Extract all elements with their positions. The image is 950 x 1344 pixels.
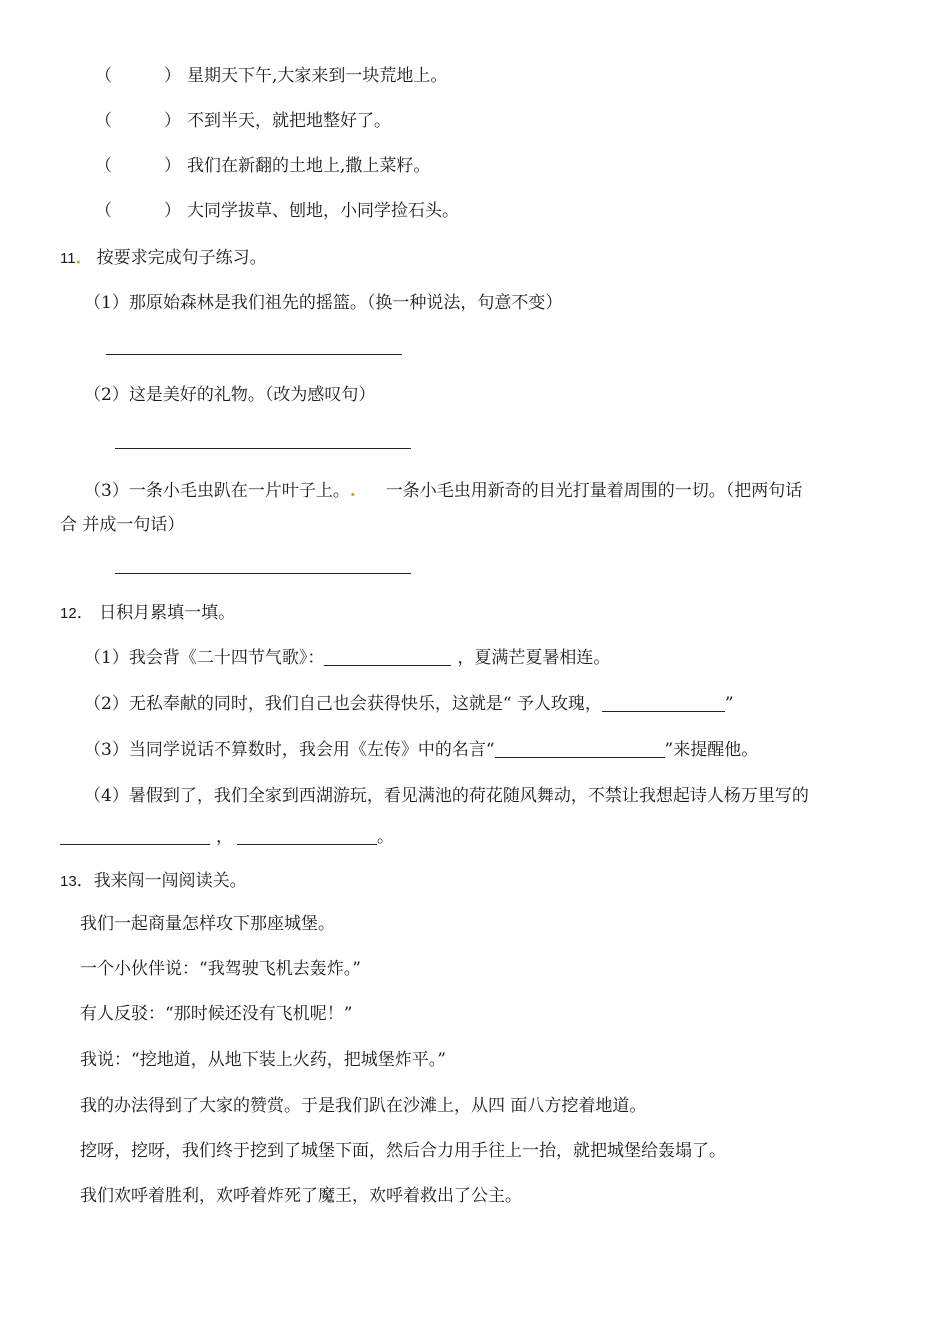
ordering-text: 不到半天，就把地整好了。 — [187, 111, 391, 131]
q11-heading: 11． 按要求完成句子练习。 — [60, 248, 267, 268]
yellow-dot: . — [349, 481, 356, 501]
question-number: 11 — [60, 250, 76, 267]
reading-paragraph: 有人反驳：“那时候还没有飞机呢！” — [80, 1004, 353, 1024]
q11-sentence-3: （3）一条小毛虫趴在一片叶子上。. 一条小毛虫用新奇的目光打量着周围的一切。（把两句话 — [84, 481, 803, 501]
ordering-item-2 — [95, 109, 391, 133]
q11-sentence-2: （2）这是美好的礼物。（改为感叹句） — [84, 385, 376, 405]
q12-line-2: （2）无私奉献的同时，我们自己也会获得快乐，这就是“ 予人玫瑰， ” — [84, 694, 734, 714]
q12-heading — [60, 601, 235, 626]
fill-blank[interactable] — [324, 647, 451, 666]
ordering-item-3 — [95, 154, 430, 178]
fill-blank[interactable] — [237, 826, 377, 845]
reading-paragraph: 挖呀，挖呀，我们终于挖到了城堡下面，然后合力用手往上一抬，就把城堡给轰塌了。 — [80, 1141, 726, 1161]
ordering-text: 大同学拔草、刨地，小同学捡石头。 — [187, 201, 459, 221]
question-title: ． 日积月累填一填。 — [76, 603, 236, 623]
reading-paragraph: 我们欢呼着胜利，欢呼着炸死了魔王，欢呼着救出了公主。 — [80, 1186, 522, 1206]
reading-paragraph: 我说：“挖地道，从地下装上火药，把城堡炸平。” — [80, 1050, 446, 1070]
question-number: 13 — [60, 873, 77, 890]
ordering-item-1 — [95, 64, 447, 88]
ordering-text: 星期天下午,大家来到一块荒地上。 — [187, 66, 448, 86]
answer-paren[interactable]: （ ） — [95, 66, 181, 86]
reading-paragraph: 我们一起商量怎样攻下那座城堡。 — [80, 914, 335, 934]
answer-paren[interactable]: （ ） — [95, 201, 181, 221]
q12-line-4: （4）暑假到了，我们全家到西湖游玩，看见满池的荷花随风舞动，不禁让我想起诗人杨万里写的 — [84, 786, 809, 806]
fill-blank[interactable] — [602, 693, 725, 712]
q12-line-1: （1）我会背《二十四节气歌》： ，夏满芒夏暑相连。 — [84, 648, 611, 668]
q13-heading — [60, 869, 247, 894]
answer-line-3[interactable] — [115, 573, 411, 574]
q11-sentence-3-cont: 合 并成一句话） — [60, 515, 185, 535]
fill-blank[interactable] — [60, 826, 210, 845]
answer-line-2[interactable] — [115, 448, 411, 449]
question-title: 按要求完成句子练习。 — [96, 248, 267, 268]
answer-paren[interactable]: （ ） — [95, 111, 181, 131]
ordering-item-4 — [95, 199, 459, 223]
q12-line-3: （3）当同学说话不算数时，我会用《左传》中的名言“ ”来提醒他。 — [84, 740, 759, 760]
q11-sentence-1: （1）那原始森林是我们祖先的摇篮。（换一种说法，句意不变） — [84, 293, 563, 313]
q12-line-4-cont: ， 。 — [60, 825, 394, 849]
answer-line-1[interactable] — [106, 354, 402, 355]
ordering-text: 我们在新翻的土地上,撒上菜籽。 — [187, 156, 431, 176]
question-number: 12 — [60, 605, 77, 622]
question-title: ．我来闯一闯阅读关。 — [76, 871, 247, 891]
answer-paren[interactable]: （ ） — [95, 156, 181, 176]
reading-paragraph: 我的办法得到了大家的赞赏。于是我们趴在沙滩上，从四 面八方挖着地道。 — [80, 1096, 647, 1116]
reading-paragraph: 一个小伙伴说：“我驾驶飞机去轰炸。” — [80, 959, 361, 979]
fill-blank[interactable] — [495, 739, 665, 758]
